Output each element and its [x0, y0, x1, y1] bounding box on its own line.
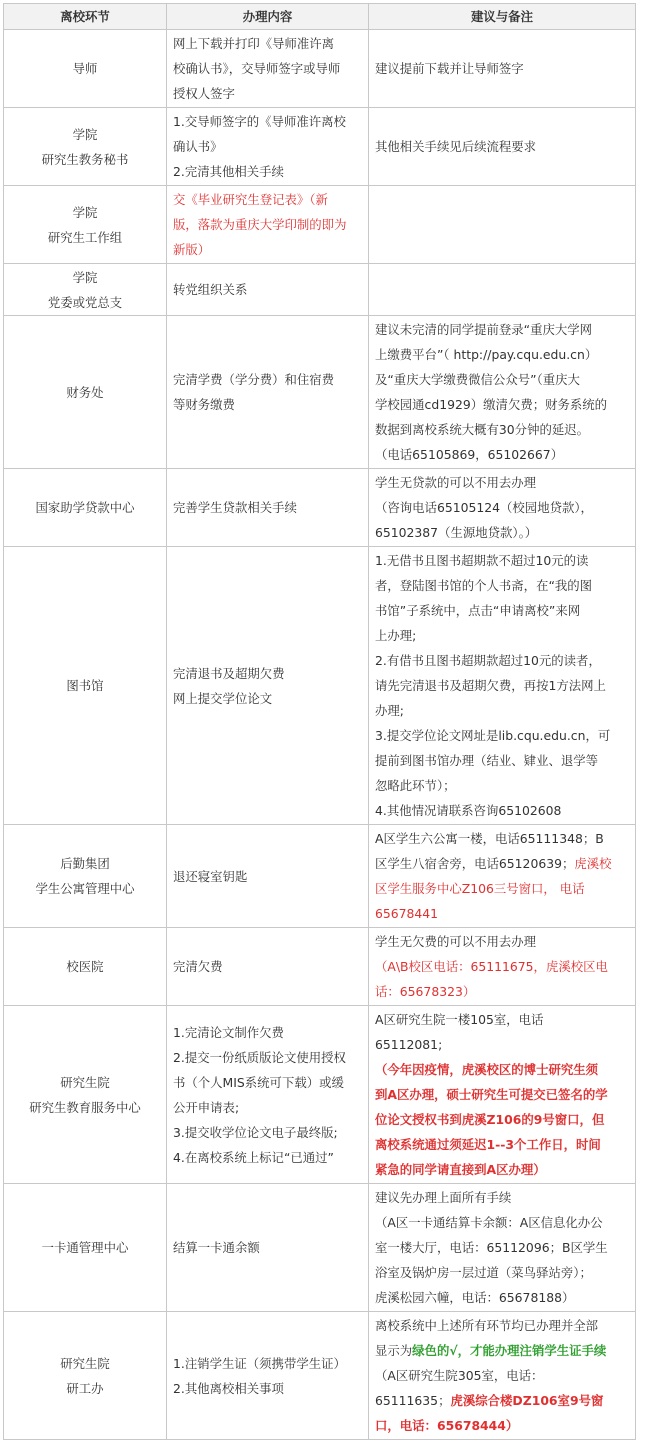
table-row	[4, 264, 636, 316]
header-content: 办理内容	[167, 4, 369, 30]
content-cell: 退还寝室钥匙	[167, 825, 369, 928]
content-cell: 完清退书及超期欠费 网上提交学位论文	[167, 547, 369, 825]
table-row	[4, 1184, 636, 1312]
content-cell: 完清欠费	[167, 928, 369, 1006]
dept-cell: 学院 党委或党总支	[4, 264, 167, 316]
table-row	[4, 928, 636, 1006]
dept-cell: 学院 研究生工作组	[4, 186, 167, 264]
remark-cell: 学生无欠费的可以不用去办理 （A\B校区电话：65111675，虎溪校区电 话：65678323）	[369, 928, 636, 1006]
table-row	[4, 316, 636, 469]
header-stage: 离校环节	[4, 4, 167, 30]
table-row	[4, 108, 636, 186]
content-cell: 转党组织关系	[167, 264, 369, 316]
content-cell: 1.注销学生证（须携带学生证） 2.其他离校相关事项	[167, 1312, 369, 1440]
departure-procedures-table	[3, 3, 636, 1440]
content-cell: 结算一卡通余额	[167, 1184, 369, 1312]
remark-cell: A区学生六公寓一楼，电话65111348；B 区学生八宿舍旁，电话65120639；虎溪校 区学生服务中心Z106三号窗口， 电话 65678441	[369, 825, 636, 928]
dept-cell: 导师	[4, 30, 167, 108]
table-row	[4, 469, 636, 547]
remark-cell: 其他相关手续见后续流程要求	[369, 108, 636, 186]
dept-cell: 一卡通管理中心	[4, 1184, 167, 1312]
table-row	[4, 1312, 636, 1440]
dept-cell: 国家助学贷款中心	[4, 469, 167, 547]
content-cell: 完善学生贷款相关手续	[167, 469, 369, 547]
content-cell: 网上下载并打印《导师准许离 校确认书》，交导师签字或导师 授权人签字	[167, 30, 369, 108]
table-row	[4, 30, 636, 108]
dept-cell: 研究生院 研究生教育服务中心	[4, 1006, 167, 1184]
remark-cell: 建议先办理上面所有手续 （A区一卡通结算卡余额：A区信息化办公 室一楼大厅，电话：65112096；B区学生 浴室及锅炉房一层过道（菜鸟驿站旁）； 虎溪松园六幢，电话：65678188）	[369, 1184, 636, 1312]
table-row	[4, 186, 636, 264]
dept-cell: 图书馆	[4, 547, 167, 825]
dept-cell: 学院 研究生教务秘书	[4, 108, 167, 186]
header-remarks: 建议与备注	[369, 4, 636, 30]
table-row	[4, 825, 636, 928]
dept-cell: 研究生院 研工办	[4, 1312, 167, 1440]
remark-cell: 学生无贷款的可以不用去办理 （咨询电话65105124（校园地贷款）， 65102387（生源地贷款）。）	[369, 469, 636, 547]
remark-cell: A区研究生院一楼105室，电话 65112081; （今年因疫情，虎溪校区的博士研究生须 到A区办理，硕士研究生可提交已签名的学 位论文授权书到虎溪Z106的9号窗口，但 离校系统通过须延迟1--3个工作日，时间 紧急的同学请直接到A区办理）	[369, 1006, 636, 1184]
remark-cell: 1.无借书且图书超期款不超过10元的读 者，登陆图书馆的个人书斋，在“我的图 书馆”子系统中，点击“申请离校”来网 上办理; 2.有借书且图书超期款超过10元的读者， 请先完清退书及超期欠费，再按1方法网上 办理; 3.提交学位论文网址是lib.cqu.edu.cn，可 提前到图书馆办理（结业、肄业、退学等 忽略此环节）； 4.其他情况请联系咨询65102608	[369, 547, 636, 825]
content-cell: 完清学费（学分费）和住宿费 等财务缴费	[167, 316, 369, 469]
remark-cell: 离校系统中上述所有环节均已办理并全部 显示为绿色的√，才能办理注销学生证手续 （A区研究生院305室，电话： 65111635；虎溪综合楼DZ106室9号窗 口，电话：65678444）	[369, 1312, 636, 1440]
content-cell: 交《毕业研究生登记表》（新 版，落款为重庆大学印制的即为 新版）	[167, 186, 369, 264]
content-cell: 1.完清论文制作欠费 2.提交一份纸质版论文使用授权 书（个人MIS系统可下载）或缓 公开申请表; 3.提交收学位论文电子最终版; 4.在离校系统上标记“已通过”	[167, 1006, 369, 1184]
dept-cell: 财务处	[4, 316, 167, 469]
header-row	[4, 4, 636, 30]
remark-cell	[369, 186, 636, 264]
table-row	[4, 1006, 636, 1184]
dept-cell: 后勤集团 学生公寓管理中心	[4, 825, 167, 928]
remark-cell: 建议提前下载并让导师签字	[369, 30, 636, 108]
content-cell: 1.交导师签字的《导师准许离校 确认书》 2.完清其他相关手续	[167, 108, 369, 186]
dept-cell: 校医院	[4, 928, 167, 1006]
remark-cell	[369, 264, 636, 316]
table-row	[4, 547, 636, 825]
remark-cell: 建议未完清的同学提前登录“重庆大学网 上缴费平台”（ http://pay.cqu.edu.cn） 及“重庆大学缴费微信公众号”（重庆大 学校园通cd1929）缴清欠费；财务系统的 数据到离校系统大概有30分钟的延迟。 （电话65105869，65102667）	[369, 316, 636, 469]
